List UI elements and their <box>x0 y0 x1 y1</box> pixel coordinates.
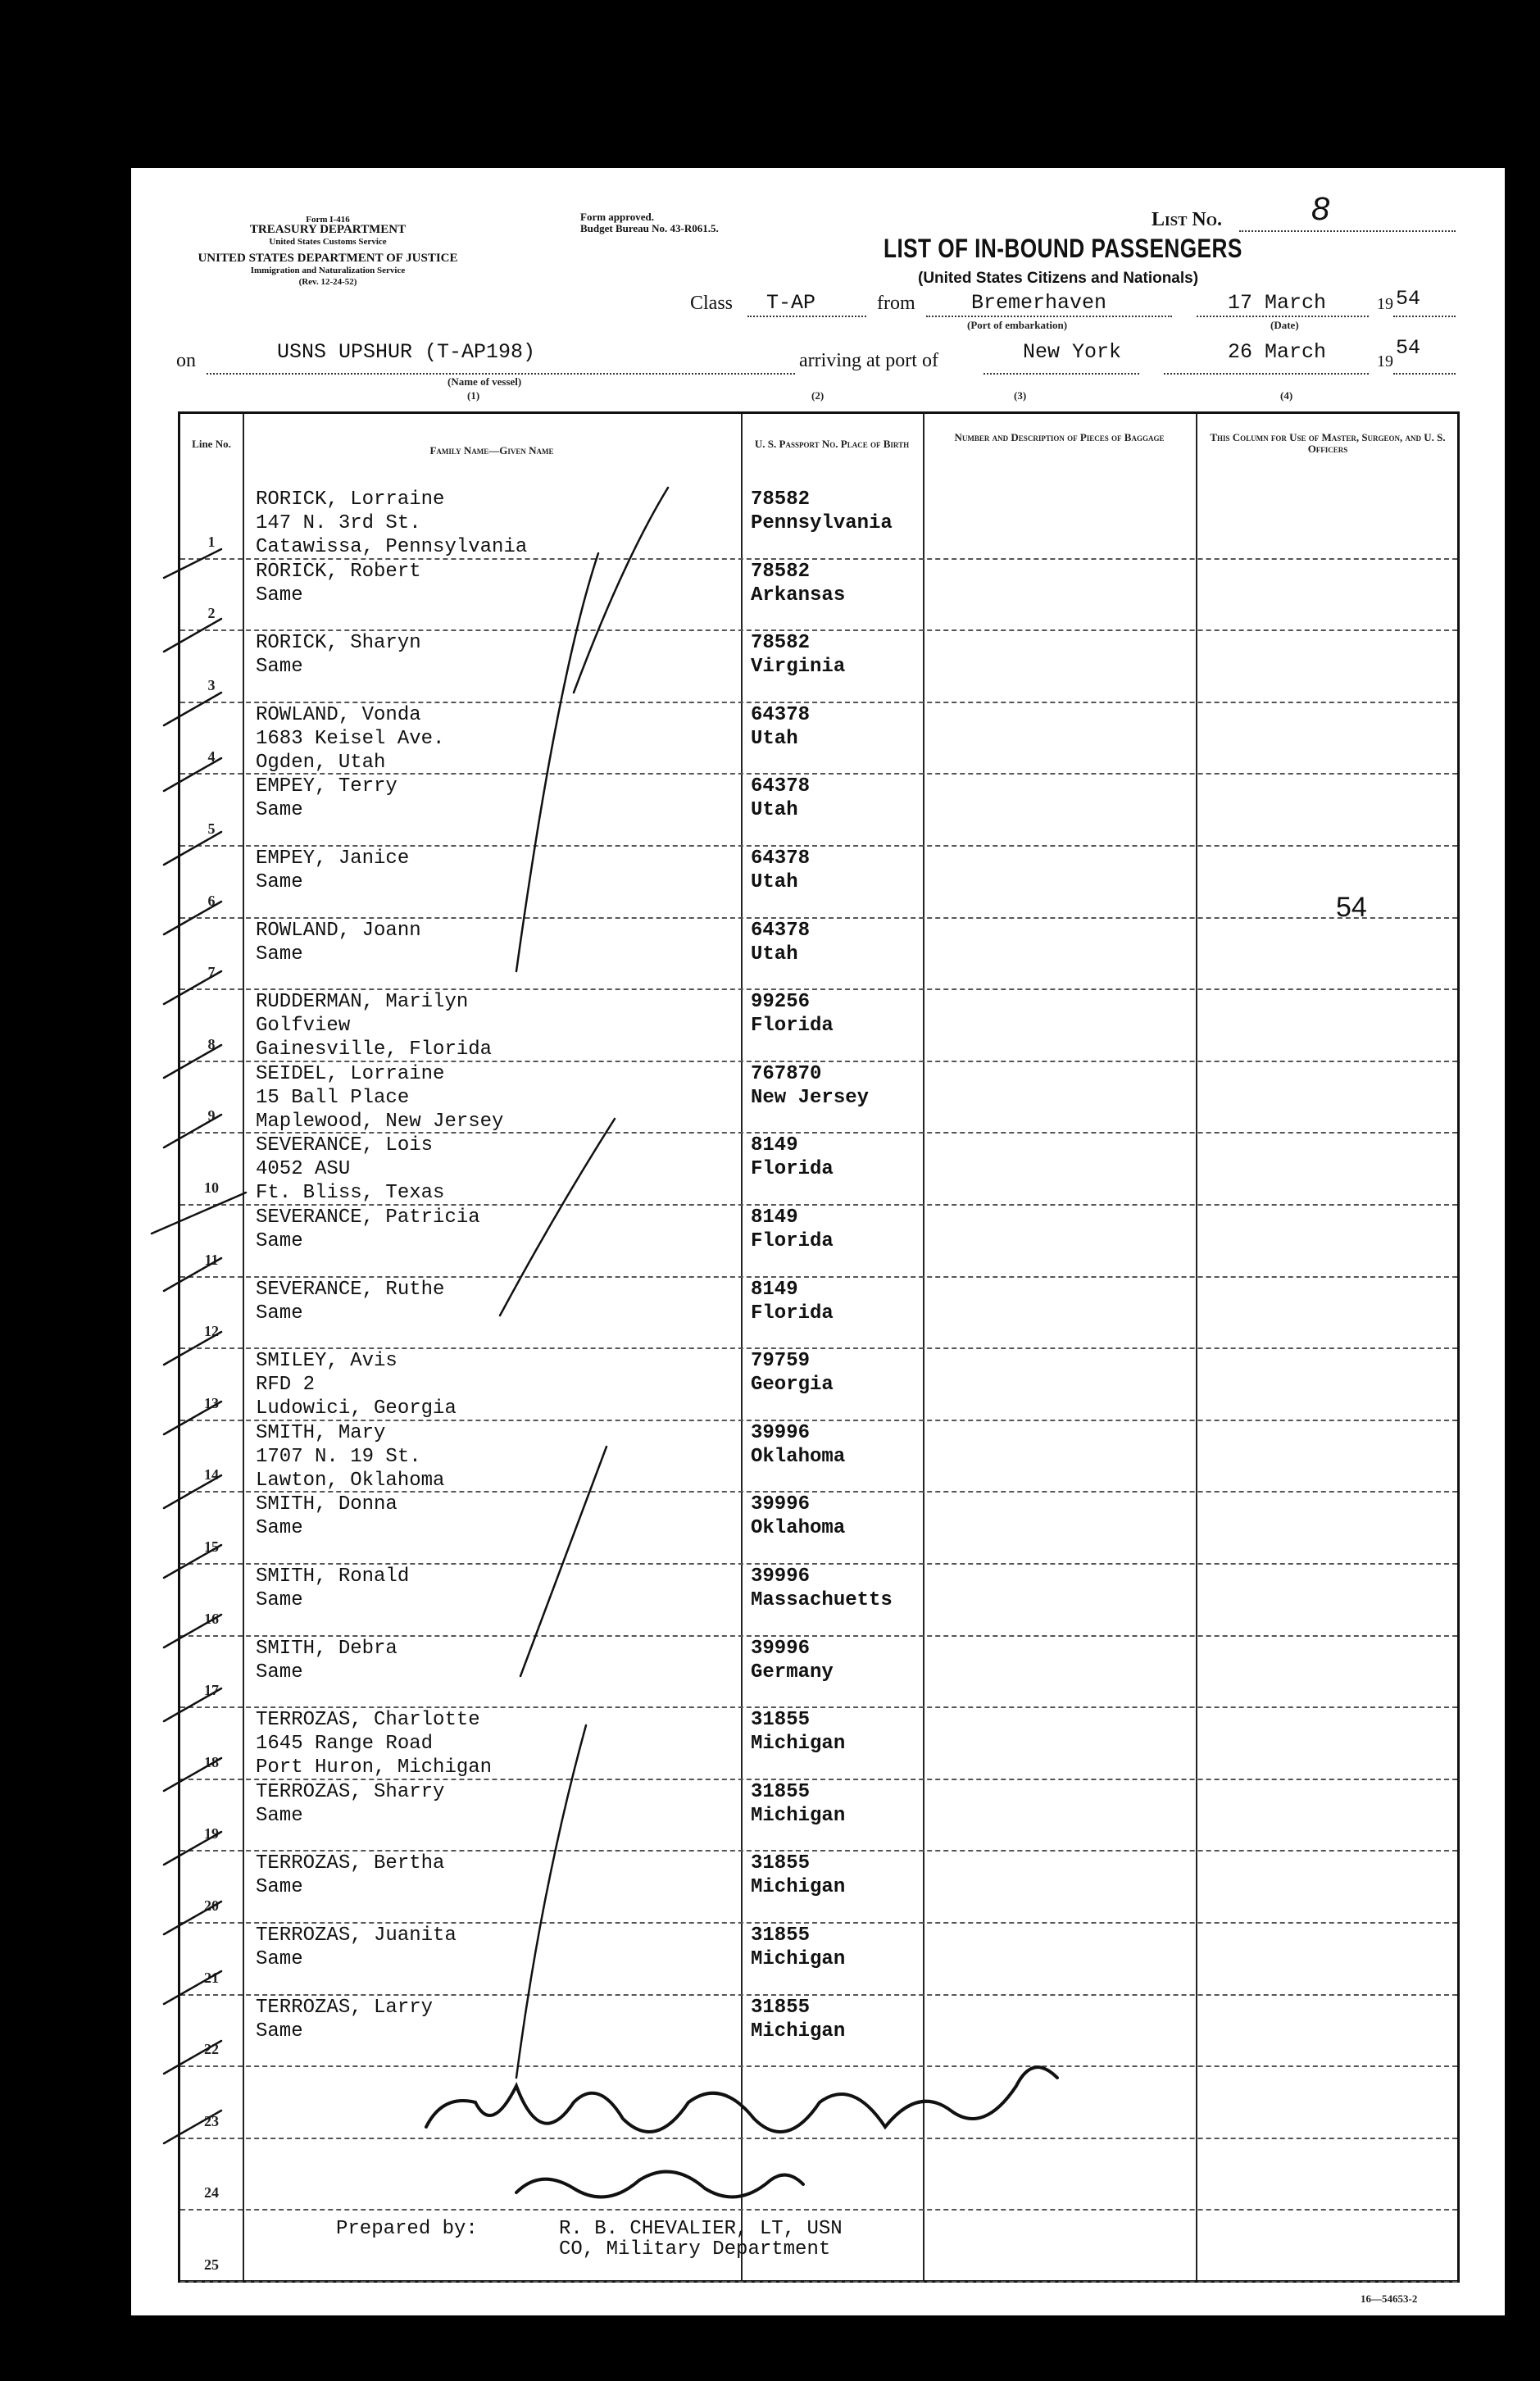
col-header-line-no: Line No. <box>192 438 231 450</box>
row-number: 17 <box>204 1682 219 1699</box>
row-tick <box>164 1758 221 1791</box>
class-label: Class <box>690 293 734 314</box>
row-tick <box>164 1332 221 1365</box>
signature-marks <box>426 2067 1057 2197</box>
form-sheet <box>131 168 1505 2315</box>
passport-birthplace: 8149 Florida <box>751 1206 834 1252</box>
row-tick <box>164 1475 221 1508</box>
row-tick <box>164 1615 221 1647</box>
row-number: 18 <box>204 1753 219 1770</box>
row-tick <box>152 1193 246 1234</box>
row-tick <box>164 902 221 934</box>
signature-stroke <box>426 2067 1057 2132</box>
arriving-label: arriving at port of <box>799 350 938 371</box>
on-label: on <box>176 350 196 371</box>
revision: (Rev. 12-24-52) <box>298 277 357 287</box>
ins-service: Immigration and Naturalization Service <box>250 266 406 275</box>
passenger-name: SEVERANCE, Lois 4052 ASU Ft. Bliss, Texas <box>256 1134 445 1205</box>
passport-birthplace: 39996 Oklahoma <box>751 1493 846 1540</box>
treasury-dept: TREASURY DEPARTMENT <box>249 223 407 236</box>
cap-2: (2) <box>811 389 825 402</box>
vessel-value: USNS UPSHUR (T-AP198) <box>277 340 536 364</box>
row-number: 2 <box>207 605 216 622</box>
passport-birthplace: 78582 Pennsylvania <box>751 488 893 534</box>
binder-hole <box>86 2242 127 2283</box>
passport-birthplace: 31855 Michigan <box>751 1996 846 2042</box>
date-year: 54 <box>1396 287 1421 311</box>
passport-birthplace: 39996 Germany <box>751 1637 834 1684</box>
budget-bureau: Budget Bureau No. 43-R061.5. <box>580 222 719 234</box>
row-number: 15 <box>204 1538 219 1555</box>
cap-4: (4) <box>1280 389 1293 402</box>
passenger-name: EMPEY, Janice Same <box>256 847 410 893</box>
passport-birthplace: 79759 Georgia <box>751 1350 834 1397</box>
form-approved: Form approved. <box>580 211 655 223</box>
row-number: 5 <box>207 820 216 837</box>
passport-birthplace: 64378 Utah <box>751 919 811 966</box>
passport-birthplace: 39996 Massachuetts <box>751 1565 893 1611</box>
passport-birthplace: 64378 Utah <box>751 775 811 822</box>
check-mark-stroke <box>520 1447 606 1676</box>
row-tick <box>164 693 221 725</box>
passenger-name: SMITH, Ronald Same <box>256 1565 410 1611</box>
row-number: 6 <box>207 892 216 909</box>
row-number: 23 <box>204 2112 219 2129</box>
arrival-date: 26 March <box>1228 340 1327 364</box>
row-tick <box>164 832 221 865</box>
passport-birthplace: 31855 Michigan <box>751 1780 846 1827</box>
row-tick <box>164 1688 221 1721</box>
row-number: 24 <box>204 2184 219 2202</box>
prepared-by-label: Prepared by: <box>336 2218 478 2240</box>
prepared-by-name: R. B. CHEVALIER, LT, USN <box>559 2218 843 2240</box>
passport-birthplace: 64378 Utah <box>751 847 811 893</box>
cap-3: (3) <box>1014 389 1027 402</box>
binder-hole <box>86 2074 127 2115</box>
passenger-name: ROWLAND, Joann Same <box>256 919 421 966</box>
passenger-name: SEIDEL, Lorraine 15 Ball Place Maplewood, New Jersey <box>256 1062 504 1133</box>
row-number: 19 <box>204 1825 219 1843</box>
row-number: 20 <box>204 1897 219 1914</box>
row-number: 7 <box>207 964 216 981</box>
arrival-year-prefix: 19 <box>1377 352 1393 370</box>
passport-birthplace: 99256 Florida <box>751 991 834 1038</box>
passport-birthplace: 767870 New Jersey <box>751 1062 870 1109</box>
row-number: 21 <box>204 1969 219 1986</box>
form-number: Form I-416 <box>306 215 350 225</box>
row-tick <box>164 2041 221 2074</box>
page-title: LIST OF IN-BOUND PASSENGERS <box>884 234 1242 263</box>
passenger-name: TERROZAS, Larry Same <box>256 1996 434 2042</box>
passenger-name: TERROZAS, Sharry Same <box>256 1780 445 1827</box>
row-tick <box>164 2111 221 2143</box>
binder-hole <box>86 1586 127 1627</box>
page-subtitle: (United States Citizens and Nationals) <box>918 270 1199 287</box>
passport-birthplace: 8149 Florida <box>751 1278 834 1325</box>
passport-birthplace: 31855 Michigan <box>751 1709 846 1756</box>
row-tick <box>164 1971 221 2004</box>
row-number: 9 <box>207 1107 216 1125</box>
justice-dept: UNITED STATES DEPARTMENT OF JUSTICE <box>198 252 458 265</box>
list-no-value: 8 <box>1311 191 1330 227</box>
row-number: 14 <box>204 1466 219 1484</box>
passport-birthplace: 64378 Utah <box>751 703 811 750</box>
row-number: 1 <box>207 533 216 550</box>
prepared-by-unit: CO, Military Department <box>559 2238 831 2261</box>
row-tick <box>164 1402 221 1434</box>
check-mark-stroke <box>500 1119 615 1315</box>
row-tick <box>164 758 221 791</box>
passenger-name: SMITH, Donna Same <box>256 1493 397 1540</box>
binder-hole <box>86 873 127 914</box>
check-mark-stroke <box>516 1725 586 2078</box>
row-tick <box>164 1902 221 1934</box>
vessel-caption-num: (1) <box>467 389 480 402</box>
passenger-name: ROWLAND, Vonda 1683 Keisel Ave. Ogden, Utah <box>256 703 445 774</box>
passport-birthplace: 31855 Michigan <box>751 1924 846 1970</box>
passenger-name: EMPEY, Terry Same <box>256 775 397 822</box>
row-tick <box>164 1832 221 1865</box>
arrival-port: New York <box>1023 340 1122 364</box>
row-number: 10 <box>204 1179 219 1196</box>
passport-birthplace: 78582 Arkansas <box>751 560 846 607</box>
arrival-year: 54 <box>1396 336 1421 360</box>
passenger-name: TERROZAS, Bertha Same <box>256 1852 445 1899</box>
binder-hole <box>86 2123 127 2164</box>
customs-service: United States Customs Service <box>269 237 387 247</box>
row-number: 16 <box>204 1610 219 1627</box>
row-tick <box>164 549 221 578</box>
row-tick <box>164 1115 221 1147</box>
passenger-name: SEVERANCE, Ruthe Same <box>256 1278 445 1325</box>
row-number: 12 <box>204 1323 219 1340</box>
row-tick <box>164 971 221 1004</box>
row-number: 3 <box>207 676 216 693</box>
from-value: Bremerhaven <box>971 291 1107 315</box>
class-value: T-AP <box>766 291 816 315</box>
row-tick <box>164 619 221 652</box>
passenger-name: SMILEY, Avis RFD 2 Ludowici, Georgia <box>256 1350 457 1420</box>
passenger-name: TERROZAS, Charlotte 1645 Range Road Port Huron, Michigan <box>256 1709 493 1779</box>
binder-hole <box>86 385 127 426</box>
passenger-name: TERROZAS, Juanita Same <box>256 1924 457 1970</box>
signature-text <box>516 2150 642 2174</box>
col-header-officers: This Column for Use of Master, Surgeon, and U. S. Officers <box>1210 431 1446 455</box>
row-number: 25 <box>204 2256 219 2273</box>
passport-birthplace: 8149 Florida <box>751 1134 834 1181</box>
row-number: 11 <box>204 1251 219 1268</box>
date-year-prefix: 19 <box>1377 295 1393 313</box>
row-number: 8 <box>207 1035 216 1052</box>
date-caption: (Date) <box>1270 319 1299 331</box>
vessel-caption: (Name of vessel) <box>447 375 522 388</box>
officer-note: 54 <box>1336 892 1367 923</box>
signature-stroke <box>516 2172 803 2197</box>
binder-hole <box>86 221 127 262</box>
passenger-name: SMITH, Mary 1707 N. 19 St. Lawton, Oklahoma <box>256 1421 445 1492</box>
col-header-passport: U. S. Passport No. Place of Birth <box>754 438 910 450</box>
row-tick <box>164 1258 221 1291</box>
row-tick <box>164 1545 221 1578</box>
row-number: 22 <box>204 2041 219 2058</box>
col-header-baggage: Number and Description of Pieces of Baggage <box>954 431 1165 443</box>
handwritten-marks <box>131 168 1505 2315</box>
row-tick <box>164 1045 221 1078</box>
row-number: 13 <box>204 1394 219 1411</box>
passenger-name: RUDDERMAN, Marilyn Golfview Gainesville, Florida <box>256 991 493 1061</box>
passenger-name: RORICK, Robert Same <box>256 560 421 607</box>
col-header-name: Family Name—Given Name <box>429 444 554 457</box>
passenger-name: RORICK, Sharyn Same <box>256 632 421 679</box>
check-mark-stroke <box>516 553 598 971</box>
binder-hole <box>86 340 127 381</box>
passport-birthplace: 39996 Oklahoma <box>751 1421 846 1468</box>
passenger-name: SMITH, Debra Same <box>256 1637 397 1684</box>
row-number: 4 <box>207 748 216 766</box>
port-caption: (Port of embarkation) <box>967 319 1068 331</box>
date-value: 17 March <box>1228 291 1327 315</box>
passport-birthplace: 31855 Michigan <box>751 1852 846 1899</box>
passenger-name: SEVERANCE, Patricia Same <box>256 1206 480 1252</box>
passenger-name: RORICK, Lorraine 147 N. 3rd St. Catawissa, Pennsylvania <box>256 488 528 558</box>
form-footer-code: 16—54653-2 <box>1361 2292 1418 2305</box>
from-label: from <box>877 293 915 314</box>
list-no-label: List No. <box>1152 209 1222 230</box>
passport-birthplace: 78582 Virginia <box>751 632 846 679</box>
